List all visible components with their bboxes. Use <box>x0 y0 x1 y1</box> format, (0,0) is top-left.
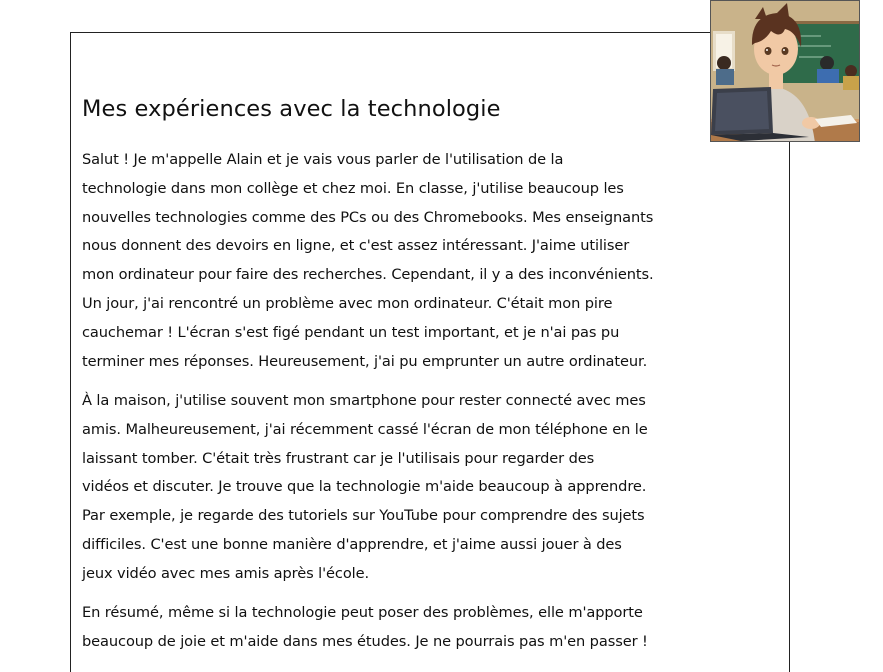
paragraph-line: nous donnent des devoirs en ligne, et c'est assez intéressant. J'aime utiliser <box>82 237 630 255</box>
paragraph-line: Par exemple, je regarde des tutoriels sur YouTube pour comprendre des sujets <box>82 507 645 525</box>
paragraph-line: jeux vidéo avec mes amis après l'école. <box>82 564 370 582</box>
paragraph-line: mon ordinateur pour faire des recherches. Cependant, il y a des inconvénients. <box>82 266 654 284</box>
paragraph-3 <box>82 599 802 657</box>
paragraph-line: cauchemar ! L'écran s'est figé pendant un test important, et je n'ai pas pu <box>82 323 620 341</box>
paragraph-line: difficiles. C'est une bonne manière d'apprendre, et j'aime aussi jouer à des <box>82 535 622 553</box>
paragraph-line: laissant tomber. C'était très frustrant car je l'utilisais pour regarder des <box>82 449 595 467</box>
paragraph-line: nouvelles technologies comme des PCs ou des Chromebooks. Mes enseignants <box>82 208 654 226</box>
paragraph-line: Salut ! Je m'appelle Alain et je vais vous parler de l'utilisation de la <box>82 151 564 168</box>
paragraph-line: vidéos et discuter. Je trouve que la technologie m'aide beaucoup à apprendre. <box>82 478 647 496</box>
paragraph-line: beaucoup de joie et m'aide dans mes études. Je ne pourrais pas m'en passer ! <box>82 632 648 650</box>
paragraph-line: amis. Malheureusement, j'ai récemment cassé l'écran de mon téléphone en le <box>82 420 648 438</box>
page-title: Mes expériences avec la technologie <box>82 96 501 122</box>
paragraph-line: technologie dans mon collège et chez moi. En classe, j'utilise beaucoup les <box>82 179 624 197</box>
paragraph-line: En résumé, même si la technologie peut poser des problèmes, elle m'apporte <box>82 604 643 621</box>
paragraph-line: Un jour, j'ai rencontré un problème avec mon ordinateur. C'était mon pire <box>82 294 613 312</box>
paragraph-line: À la maison, j'utilise souvent mon smartphone pour rester connecté avec mes <box>82 392 646 409</box>
paragraph-2 <box>82 387 802 589</box>
student-with-laptop-illustration <box>710 0 860 142</box>
illustration-graphic <box>711 1 860 142</box>
paragraph-line: terminer mes réponses. Heureusement, j'ai pu emprunter un autre ordinateur. <box>82 352 648 370</box>
paragraph-1 <box>82 146 802 376</box>
